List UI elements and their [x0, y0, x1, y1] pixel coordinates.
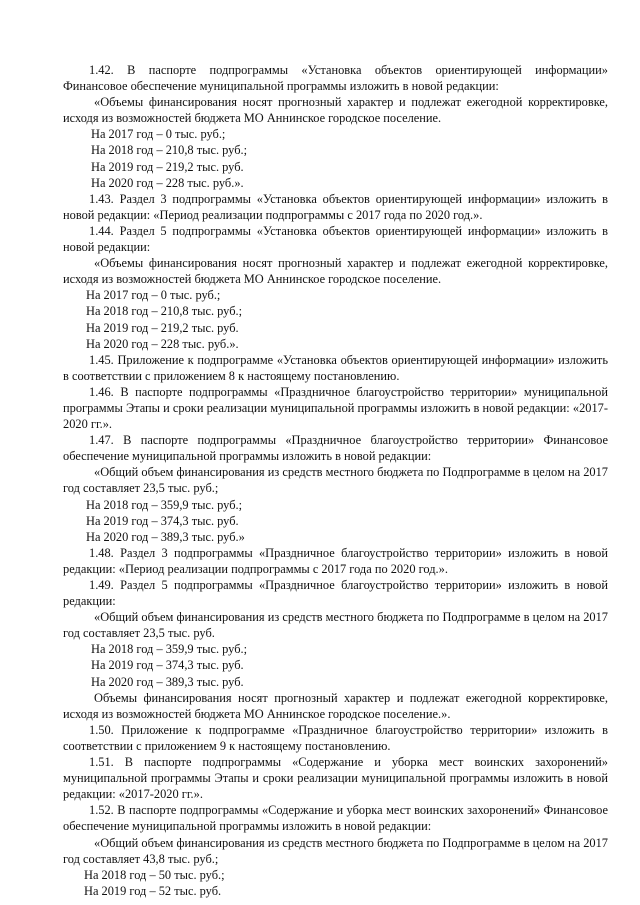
document-paragraph: «Общий объем финансирования из средств местного бюджета по Подпрограмме в целом на 2017 год составляет 43,8 тыс. руб.;	[63, 835, 608, 866]
document-paragraph: 1.47. В паспорте подпрограммы «Праздничное благоустройство территории» Финансовое обеспечение муниципальной программы изложить в новой редакции:	[63, 433, 608, 464]
funding-year-line: На 2020 год – 389,3 тыс. руб.»	[86, 529, 245, 544]
funding-year-line: На 2017 год – 0 тыс. руб.;	[86, 288, 221, 303]
document-paragraph: 1.45. Приложение к подпрограмме «Установка объектов ориентирующей информации» изложить в соответствии с приложением 8 к настоящему постановлению.	[63, 352, 608, 383]
funding-year-line: На 2019 год – 219,2 тыс. руб.	[91, 159, 244, 174]
funding-year-line: На 2020 год – 389,3 тыс. руб.	[91, 674, 244, 689]
document-paragraph: «Общий объем финансирования из средств местного бюджета по Подпрограмме в целом на 2017 год составляет 23,5 тыс. руб.	[63, 610, 608, 641]
funding-year-line: На 2018 год – 359,9 тыс. руб.;	[91, 642, 248, 657]
funding-year-line: На 2020 год – 228 тыс. руб.».	[86, 336, 239, 351]
document-paragraph: 1.42. В паспорте подпрограммы «Установка объектов ориентирующей информации»	[89, 63, 608, 77]
document-paragraph: 1.46. В паспорте подпрограммы «Праздничное благоустройство территории» муниципальной программы Этапы и сроки реализации муниципальной программы изложить в новой редакции: «2017-2020 гг.».	[63, 384, 608, 432]
document-paragraph: «Объемы финансирования носят прогнозный характер и подлежат ежегодной корректировке, исходя из возможностей бюджета МО Аннинское городское поселение.	[63, 256, 608, 287]
funding-year-line: На 2020 год – 228 тыс. руб.».	[91, 175, 244, 190]
document-paragraph: 1.44. Раздел 5 подпрограммы «Установка объектов ориентирующей информации» изложить в новой редакции:	[63, 223, 608, 255]
document-body	[63, 62, 608, 899]
funding-year-line: На 2019 год – 374,3 тыс. руб.	[91, 658, 244, 673]
document-paragraph: 1.43. Раздел 3 подпрограммы «Установка объектов ориентирующей информации» изложить в новой редакции: «Период реализации подпрограммы с 2017 года по 2020 год.».	[63, 191, 608, 222]
funding-year-line: На 2018 год – 50 тыс. руб.;	[84, 867, 225, 882]
document-paragraph: 1.49. Раздел 5 подпрограммы «Праздничное благоустройство территории» изложить в новой редакции:	[63, 578, 608, 609]
document-paragraph: «Объемы финансирования носят прогнозный характер и подлежат ежегодной корректировке, исходя из возможностей бюджета МО Аннинское городское поселение.	[63, 95, 608, 126]
document-paragraph: 1.50. Приложение к подпрограмме «Праздничное благоустройство территории» изложить в соответствии с приложением 9 к настоящему постановлению.	[63, 722, 608, 753]
document-paragraph: «Общий объем финансирования из средств местного бюджета по Подпрограмме в целом на 2017 год составляет 23,5 тыс. руб.;	[63, 465, 608, 496]
funding-year-line: На 2019 год – 374,3 тыс. руб.	[86, 513, 239, 528]
funding-year-line: На 2019 год – 52 тыс. руб.	[84, 883, 222, 898]
document-paragraph: 1.48. Раздел 3 подпрограммы «Праздничное благоустройство территории» изложить в новой редакции: «Период реализации подпрограммы с 2017 года по 2020 год.».	[63, 545, 608, 576]
funding-year-line: На 2018 год – 210,8 тыс. руб.;	[91, 143, 248, 158]
document-paragraph: 1.51. В паспорте подпрограммы «Содержание и уборка мест воинских захоронений» муниципальной программы Этапы и сроки реализации муниципальной программы изложить в новой редакции: «2017-2020 гг.».	[63, 755, 608, 802]
funding-year-line: На 2019 год – 219,2 тыс. руб.	[86, 320, 239, 335]
funding-year-line: На 2018 год – 359,9 тыс. руб.;	[86, 497, 243, 512]
funding-year-line: На 2017 год – 0 тыс. руб.;	[91, 127, 226, 142]
document-paragraph: 1.52. В паспорте подпрограммы «Содержание и уборка мест воинских захоронений» Финансовое обеспечение муниципальной программы изложить в новой редакции:	[63, 803, 608, 834]
document-paragraph: Объемы финансирования носят прогнозный характер и подлежат ежегодной корректировке, исходя из возможностей бюджета МО Аннинское городское поселение.».	[63, 690, 608, 721]
document-paragraph: Финансовое обеспечение муниципальной программы изложить в новой редакции:	[63, 79, 499, 94]
funding-year-line: На 2018 год – 210,8 тыс. руб.;	[86, 304, 243, 319]
